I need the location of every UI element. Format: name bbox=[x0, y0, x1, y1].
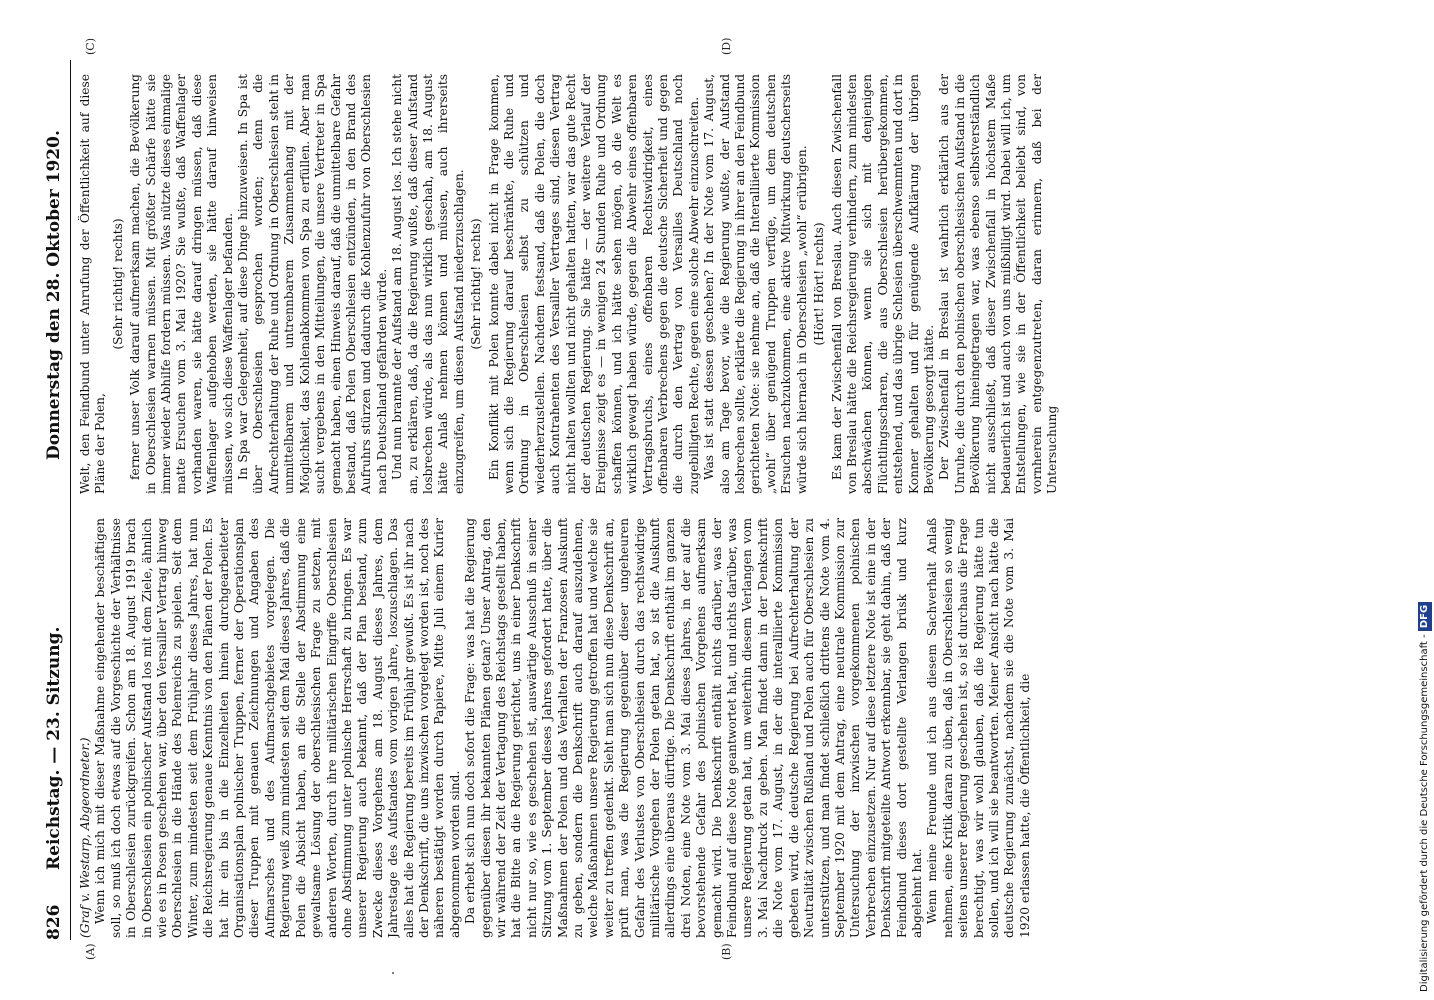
interjection: (Sehr richtig! rechts) bbox=[469, 218, 484, 350]
speaker-line: (Graf v. Westarp, Abgeordneter.) bbox=[78, 737, 92, 938]
paragraph: Da erhebt sich nun doch sofort die Frage: was hat die Regierung gegenüber diesen ihr bekannten Plänen getan? Unser Antrag, den wir während der Zeit der Vertagung des Reichstags gestellt haben, hat die Bitte an die Regierung gerichtet, uns in einer Denkschrift nicht nur so, wie es geschehen ist, auswärtige Ausschuß in seiner Sitzung vom 1. September dieses Jahres gefordert hatte, über die Maßnahmen der Polen und das Verhalten der Franzosen Auskunft zu geben, sondern die Denkschrift auch darauf auszudehnen, welche Maßnahmen unsere Regierung getroffen hat und welche sie weiter zu treffen gedenkt. Sieht man sich nun diese Denkschrift an, prüft man, was die Regierung gegenüber dieser ungeheuren Gefahr des Verlustes von Oberschlesien durch das rechtswidrige militärische Vorgehen der Polen getan hat, so ist die Auskunft allerdings eine überaus dürftige. Die Denkschrift enthält im ganzen drei Noten, eine Note vom 3. Mai dieses Jahres, in der auf die bevorstehende Gefahr des polnischen Vorgehens aufmerksam gemacht wird. Die Denkschrift enthält nichts darüber, was der Feindbund auf diese Note geantwortet hat, und nichts darüber, was unsere Regierung getan hat, um weiterhin diesem Verlangen vom 3. Mai Nachdruck zu geben. Man findet dann in der Denkschrift die Note vom 17. August, in der die interalliierte Kommission gebeten wird, die deutsche Regierung bei Aufrechterhaltung der Neutralität zwischen Rußland und Polen auch für Oberschlesien zu unterstützen, und man findet schließlich drittens die Note vom 4. September 1920 mit dem Antrag, eine neutrale Kommission zur Untersuchung der inzwischen vorgekommenen polnischen Verbrechen einzusetzen. Nur auf diese letztere Note ist eine in der Denkschrift mitgeteilte Antwort erkennbar, sie geht dahin, daß der Feindbund dieses dort gestellte Verlangen brüsk und kurz abgelehnt hat. bbox=[463, 518, 924, 938]
paragraph: Wenn meine Freunde und ich aus diesem Sachverhalt Anlaß nehmen, eine Kritik daran zu üben, daß in Oberschlesien so wenig seitens unserer Regierung geschehen ist, so ist durchaus die Frage berechtigt, was wir wohl glauben, daß die Regierung hätte tun sollen, und ich will sie beantworten. Meiner Ansicht nach hätte die deutsche Regierung zunächst, nachdem sie die Note vom 3. Mai 1920 erlassen hatte, die Öffentlichkeit, die bbox=[925, 518, 1032, 938]
page-header bbox=[44, 60, 71, 940]
scan-speck bbox=[392, 972, 394, 974]
paragraph: Ein Konflikt mit Polen konnte dabei nicht in Frage kommen, wenn sich die Regierung darauf beschränkte, die Ruhe und Ordnung in Oberschlesien selbst zu schützen und wiederherzustellen. Nachdem festsand, daß die Polen, die doch auch Kontrahenten des Versailler Vertrages sind, diesen Vertrag nicht halten wollten und nicht gehalten hatten, war das gute Recht der deutschen Regierung. Sie hätte — der weitere Verlauf der Ereignisse zeigt es — in wenigen 24 Stunden Ruhe und Ordnung schaffen können, und ich hätte sehen mögen, ob die Welt es wirklich gewagt haben würde, gegen die Abwehr eines offenbaren Vertragsbruchs, eines offenbaren Rechtswidrigkeit, eines offenbaren Verbrechens gegen die deutsche Sicherheit und gegen die durch den Vertrag von Versailles Deutschland noch zugebilligten Rechte, gegen eine solche Abwehr einzuschreiten. bbox=[486, 74, 701, 494]
dfg-badge: DFG bbox=[1418, 602, 1432, 631]
paragraph: Der Zwischenfall in Breslau ist wahrlich erklärlich aus der Unruhe, die durch den polnischen oberschlesischen Aufstand in die Bevölkerung hineingetragen war, was ebenso selbstverständlich nicht ausschließt, daß dieser Zwischenfall in höchstem Maße bedauerlich ist und auch von uns mißbilligt wird. Dabei will ich, um Entstellungen, wie sie in der Öffentlichkeit beliebt sind, von vornherein entgegenzutreten, daran erinnern, daß bei der Untersuchung bbox=[937, 74, 1060, 494]
paragraph: Was ist statt dessen geschehen? In der Note vom 17. August, also am Tage bevor, wie die Regierung wußte, der Aufstand losbrechen sollte, erklärte die Regierung in ihrer an den Feindbund gerichteten Note: sie nehme an, daß die Interalliierte Kommission „wohl“ über genügend Truppen verfüge, um dem deutschen Ersuchen nachzukommen, eine aktive Mitwirkung deutscherseits würde sich hiernach in Oberschlesien „wohl“ erübrigen. bbox=[702, 74, 809, 494]
paragraph: Es kam der Zwischenfall von Breslau. Auch diesen Zwischenfall von Breslau hätte die Reichsregierung verhindern, zum mindesten abschwächen können, wenn sie sich mit denjenigen Flüchtlingsscharen, die aus Oberschlesien herübergekommen, entstehend, und das übrige Schlesien überschwemmten und dort in Konner gehalten und für genügende Aufklärung der übrigen Bevölkerung gesorgt hätte. bbox=[829, 74, 936, 494]
interjection: (Hört! Hört! rechts) bbox=[812, 222, 827, 346]
left-text-column bbox=[78, 518, 1398, 938]
paragraph: ferner unser Volk darauf aufmerksam machen, die Bevölkerung in Oberschlesien warnen müssen. Mit größter Schärfe hätte sie immer wieder Abhilfe fordern müssen. Was nützte dieses einmalige matte Ersuchen vom 3. Mai 1920? Sie wußte, daß Waffenlager vorhanden waren, sie hätte darauf dringen müssen, daß diese Waffenlager aufgehoben werden, sie hätte darauf hinweisen müssen, wo sich diese Waffenlager befanden. bbox=[128, 74, 235, 494]
paragraph: Und nun brannte der Aufstand am 18. August los. Ich stehe nicht an, zu erklären, daß, da die Regierung wußte, daß dieser Aufstand losbrechen würde, als das nun wirklich geschah, am 18. August hätte Anlaß nehmen können und müssen, auch ihrerseits einzugreifen, um diesen Aufstand niederzuschlagen. bbox=[390, 74, 466, 494]
paragraph: In Spa war Gelegenheit, auf diese Dinge hinzuweisen. In Spa ist über Oberschlesien gesprochen worden; denn die Aufrechterhaltung der Ruhe und Ordnung in Oberschlesien steht in unmittelbarem und untrennbarem Zusammenhang mit der Möglichkeit, das Kohlenabkommen von Spa zu erfüllen. Aber man sucht vergebens in den Mitteilungen, die unsere Vertreter in Spa gemacht haben, einen Hinweis darauf, daß die unmittelbare Gefahr bestand, daß Polen Oberschlesien entzünden, in den Brand des Aufruhrs stürzen und dadurch die Kohlenzufuhr von Oberschlesien nach Deutschland gefährden würde. bbox=[236, 74, 389, 494]
paragraph: Wenn ich mich mit dieser Maßnahme eingehender beschäftigen soll, so muß ich doch etwas auf die Vorgeschichte der Verhältnisse in Oberschlesien zurückgreifen. Schon am 18. August 1919 brach in Oberschlesien ein polnischer Aufstand los mit dem Ziele, ähnlich wie es in Posen geschehen war, über den Versailler Vertrag hinweg Oberschlesien in die Hände des Polenreichs zu spielen. Seit dem Winter, zum mindesten seit dem Frühjahr dieses Jahres, hat nun die Reichsregierung genaue Kenntnis von den Plänen der Polen. Es hat ihr ein bis in die Einzelheiten hinein durchgearbeiteter Organisationsplan polnischer Truppen, ferner der Operationsplan dieser Truppen mit genauen Zeichnungen und Angaben des Aufmarsches und des Aufmarschgebietes vorgelegen. Die Regierung weiß zum mindesten seit dem Mai dieses Jahres, daß die Polen die Absicht haben, an die Stelle der Abstimmung eine gewaltsame Lösung der oberschlesischen Frage zu setzen, mit anderen Worten, durch ihre militärischen Eingriffe Oberschlesien ohne Abstimmung unter polnische Herrschaft zu bringen. Es war unserer Regierung auch bekannt, daß der Plan bestand, zum Zwecke dieses Vorgehens am 18. August dieses Jahres, dem Jahrestage des Aufstandes vom vorigen Jahre, loszuschlagen. Das alles hat die Regierung bereits im Frühjahr gewußt. Es ist ihr nach der Denkschrift, die uns inzwischen vorgelegt worden ist, noch des näheren bestätigt worden durch Papiere, Mitte Juli einem Kurier abgenommen worden sind. bbox=[93, 518, 462, 938]
paragraph: Welt, den Feindbund unter Anrufung der Öffentlichkeit auf diese Pläne der Polen, bbox=[78, 74, 108, 494]
margin-marker-a: (A) bbox=[84, 943, 97, 960]
header-left-title: Reichstag. — 23. Sitzung. bbox=[44, 626, 64, 870]
margin-marker-d: (D) bbox=[720, 37, 733, 55]
dfg-sidebar bbox=[1418, 8, 1432, 992]
page-number: 826 bbox=[44, 904, 64, 940]
margin-marker-b: (B) bbox=[720, 943, 733, 960]
dfg-credit-text: Digitalisierung gefördert durch die Deutsche Forschungsgemeinschaft - bbox=[1419, 634, 1430, 992]
margin-marker-c: (C) bbox=[84, 38, 97, 55]
right-text-column bbox=[78, 74, 1398, 494]
interjection: (Sehr richtig! rechts) bbox=[110, 218, 125, 350]
header-date: Donnerstag den 28. Oktober 1920. bbox=[44, 130, 64, 460]
